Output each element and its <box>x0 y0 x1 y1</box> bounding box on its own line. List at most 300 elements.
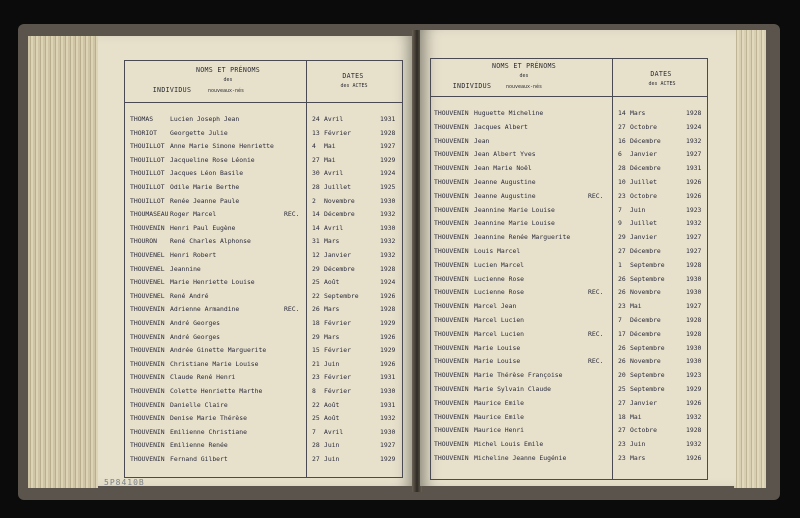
register-entry <box>98 275 414 288</box>
entry-given-names: Marie Thérèse Françoise <box>474 371 563 380</box>
register-entry <box>420 299 736 312</box>
entry-day: 26 <box>618 274 626 283</box>
entry-surname: THOUVENIN <box>434 316 469 324</box>
entry-day: 25 <box>312 414 320 423</box>
entry-surname: THOUVENIN <box>434 343 469 352</box>
entry-surname: THORIOT <box>130 128 157 137</box>
entry-month: Juin <box>324 359 340 368</box>
register-entry <box>98 316 414 329</box>
entry-year: 1929 <box>380 455 396 463</box>
entry-surname: THOUVENIN <box>434 233 469 242</box>
entry-given-names: Jeannine Marie Louise <box>474 205 555 214</box>
entry-given-names: Maurice Emile <box>474 412 525 421</box>
entry-day: 6 <box>618 150 622 159</box>
register-entry <box>420 175 736 188</box>
entry-day: 27 <box>618 398 626 407</box>
register-entry <box>420 244 736 257</box>
entry-month: Décembre <box>324 210 355 219</box>
entry-given-names: Andrée Ginette Marguerite <box>170 346 267 355</box>
entry-surname: THOUVENIN <box>130 332 165 341</box>
header-individus: INDIVIDUS <box>152 86 192 94</box>
entry-month: Juin <box>324 455 340 463</box>
entry-day: 14 <box>312 223 320 232</box>
entry-day: 14 <box>312 210 320 219</box>
register-entry <box>420 161 736 174</box>
page-edges-left <box>28 36 98 488</box>
register-entry <box>420 423 736 436</box>
register-entry <box>420 410 736 423</box>
entry-month: Septembre <box>630 385 665 393</box>
register-entry <box>98 398 414 411</box>
register-entry <box>420 354 736 367</box>
entry-year: 1931 <box>380 400 396 409</box>
right-page <box>420 30 736 486</box>
register-entry <box>420 451 736 464</box>
entry-given-names: Jeanne Augustine <box>474 191 536 200</box>
entry-day: 31 <box>312 237 320 246</box>
register-entry <box>420 341 736 354</box>
entry-surname: THOMAS <box>130 115 154 123</box>
register-entry <box>98 302 414 315</box>
entry-month: Janvier <box>324 251 351 259</box>
entry-surname: THOUVENIN <box>434 274 469 283</box>
entry-month: Janvier <box>630 150 657 159</box>
entry-year: 1932 <box>380 414 396 423</box>
entry-surname: THOUVENEL <box>130 251 165 259</box>
entry-surname: THOUILLOT <box>130 196 165 205</box>
entry-month: Août <box>324 400 340 409</box>
entry-surname: THOUVENIN <box>434 440 469 449</box>
entry-given-names: Jeanne Augustine <box>474 178 536 186</box>
entry-day: 20 <box>618 371 626 380</box>
entry-given-names: Jeannine Renée Marguerite <box>474 233 571 242</box>
entry-surname: THOUVENIN <box>130 346 165 355</box>
entry-given-names: Georgette Julie <box>170 128 228 137</box>
register-entry <box>420 189 736 202</box>
entry-month: Mars <box>630 454 646 462</box>
entry-surname: THOUVENIN <box>434 164 469 173</box>
entry-day: 26 <box>618 343 626 352</box>
entry-surname: THOUVENIN <box>434 288 469 297</box>
header-des: des <box>519 73 529 79</box>
register-entry <box>98 438 414 451</box>
entry-given-names: Danielle Claire <box>170 400 228 409</box>
entry-surname: THOUVENIN <box>130 400 165 409</box>
register-entry <box>98 370 414 383</box>
entry-year: 1932 <box>686 136 702 145</box>
entry-given-names: Lucien Joseph Jean <box>170 115 240 123</box>
entry-surname: THOUILLOT <box>130 169 165 178</box>
entry-day: 26 <box>618 357 626 366</box>
entry-month: Octobre <box>630 191 657 200</box>
entry-surname: THOUVENIN <box>434 371 469 380</box>
entry-year: 1930 <box>380 223 396 232</box>
entry-year: 1927 <box>686 247 702 255</box>
entry-month: Février <box>324 128 351 137</box>
entry-surname: THOUVENIN <box>434 398 469 407</box>
entry-given-names: Claude René Henri <box>170 373 236 382</box>
register-entry <box>420 368 736 381</box>
entry-given-names: Emilienne Christiane <box>170 427 247 436</box>
entry-given-names: Jean Albert Yves <box>474 150 536 159</box>
entry-month: Février <box>324 346 351 355</box>
entry-year: 1932 <box>686 219 702 228</box>
entry-year: 1928 <box>686 316 702 324</box>
entry-surname: THOUILLOT <box>130 142 165 151</box>
entry-year: 1930 <box>686 343 702 352</box>
entry-month: Juin <box>324 441 340 450</box>
entry-given-names: Jacqueline Rose Léonie <box>170 155 255 164</box>
header-des-actes: des ACTES <box>648 81 676 87</box>
entry-given-names: Lucien Marcel <box>474 260 525 269</box>
entry-surname: THOUVENIN <box>434 260 469 269</box>
register-entry <box>420 216 736 229</box>
entry-year: 1929 <box>380 346 396 355</box>
entry-day: 23 <box>312 373 320 382</box>
entry-surname: THOUVENIN <box>130 319 165 327</box>
entry-year: 1929 <box>686 385 702 393</box>
entry-year: 1928 <box>380 264 396 273</box>
entry-day: 24 <box>312 115 320 123</box>
register-entry <box>420 203 736 216</box>
entry-month: Juillet <box>630 178 657 186</box>
entry-month: Avril <box>324 223 344 232</box>
register-entry <box>98 126 414 139</box>
entry-year: 1932 <box>686 440 702 449</box>
entry-month: Juillet <box>630 219 657 228</box>
entry-month: Février <box>324 387 351 395</box>
entry-given-names: Henri Robert <box>170 251 217 259</box>
entry-month: Décembre <box>630 164 661 173</box>
entry-year: 1931 <box>686 164 702 173</box>
entry-day: 29 <box>312 264 320 273</box>
entry-month: Décembre <box>630 247 661 255</box>
left-page <box>98 36 414 486</box>
header-des-actes: des ACTES <box>340 83 368 89</box>
entry-note: REC. <box>284 210 300 219</box>
entry-given-names: Roger Marcel <box>170 210 217 219</box>
entry-given-names: Emilienne Renée <box>170 441 228 450</box>
entry-surname: THOUVENIN <box>434 247 469 255</box>
entry-surname: THOUVENIN <box>434 454 469 462</box>
entry-day: 22 <box>312 400 320 409</box>
entry-surname: THOUVENIN <box>434 136 469 145</box>
entry-surname: THOUVENIN <box>130 223 165 232</box>
register-entry <box>98 139 414 152</box>
register-entry <box>420 327 736 340</box>
register-entry <box>98 207 414 220</box>
entry-surname: THOUVENIN <box>434 109 469 117</box>
entry-given-names: Micheline Jeanne Eugénie <box>474 454 567 462</box>
entry-day: 26 <box>618 288 626 297</box>
entry-given-names: André Georges <box>170 332 221 341</box>
entry-month: Novembre <box>630 288 661 297</box>
entry-surname: THOUVENIN <box>434 357 469 366</box>
entry-month: Septembre <box>630 274 665 283</box>
entry-year: 1931 <box>380 373 396 382</box>
entry-year: 1927 <box>686 150 702 159</box>
entry-surname: THOUILLOT <box>130 155 165 164</box>
entry-surname: THOUVENIN <box>130 414 165 423</box>
serial-number: 5P8410B <box>104 478 145 487</box>
entry-year: 1924 <box>380 278 396 287</box>
entry-day: 27 <box>618 122 626 131</box>
entry-note: REC. <box>588 357 604 366</box>
entry-year: 1927 <box>380 441 396 450</box>
header-rule <box>124 102 402 103</box>
entry-surname: THOUMASEAU <box>130 210 169 219</box>
register-entry <box>98 452 414 465</box>
entry-given-names: Fernand Gilbert <box>170 455 228 463</box>
entry-given-names: Lucienne Rose <box>474 274 525 283</box>
entry-surname: THOUVENEL <box>130 264 165 273</box>
register-entry <box>98 384 414 397</box>
entry-month: Décembre <box>324 264 355 273</box>
entry-day: 23 <box>618 191 626 200</box>
entry-year: 1928 <box>686 260 702 269</box>
entry-given-names: Jeannine <box>170 264 201 273</box>
entry-day: 13 <box>312 128 320 137</box>
entry-day: 25 <box>618 385 626 393</box>
entry-day: 7 <box>618 316 622 324</box>
entry-day: 26 <box>312 305 320 314</box>
register-entry <box>420 313 736 326</box>
entry-surname: THOUVENIN <box>434 150 469 159</box>
register-entry <box>98 343 414 356</box>
entry-year: 1927 <box>380 142 396 151</box>
entry-day: 25 <box>312 278 320 287</box>
entry-surname: THOUVENIN <box>434 412 469 421</box>
entry-given-names: René André <box>170 291 209 300</box>
register-entry <box>98 234 414 247</box>
entry-year: 1928 <box>686 329 702 338</box>
register-entry <box>98 248 414 261</box>
entry-surname: THOUVENIN <box>434 329 469 338</box>
entry-day: 8 <box>312 387 316 395</box>
entry-day: 22 <box>312 291 320 300</box>
register-entry <box>420 437 736 450</box>
entry-day: 7 <box>618 205 622 214</box>
entry-month: Mars <box>324 237 340 246</box>
entry-surname: THOUVENIN <box>130 305 165 314</box>
entry-year: 1928 <box>380 305 396 314</box>
entry-year: 1924 <box>686 122 702 131</box>
entry-day: 18 <box>618 412 626 421</box>
entry-day: 1 <box>618 260 622 269</box>
entry-day: 23 <box>618 454 626 462</box>
entry-day: 18 <box>312 319 320 327</box>
register-entry <box>98 425 414 438</box>
entry-given-names: Marie Henriette Louise <box>170 278 255 287</box>
entry-given-names: Denise Marie Thérèse <box>170 414 247 423</box>
entry-month: Septembre <box>630 343 665 352</box>
entry-given-names: Jean <box>474 136 490 145</box>
entry-surname: THOUVENIN <box>130 427 165 436</box>
entry-given-names: Colette Henriette Marthe <box>170 387 263 395</box>
entry-given-names: Jeannine Marie Louise <box>474 219 555 228</box>
entry-given-names: André Georges <box>170 319 221 327</box>
entry-month: Septembre <box>324 291 359 300</box>
entry-year: 1926 <box>380 291 396 300</box>
entry-year: 1930 <box>686 288 702 297</box>
entry-day: 28 <box>312 441 320 450</box>
entry-given-names: Adrienne Armandine <box>170 305 240 314</box>
entry-year: 1932 <box>686 412 702 421</box>
register-entry <box>420 396 736 409</box>
entry-month: Janvier <box>630 233 657 242</box>
entry-note: REC. <box>588 288 604 297</box>
entry-surname: THOUVENIN <box>434 302 469 311</box>
entry-given-names: Marie Louise <box>474 357 521 366</box>
entry-month: Décembre <box>630 329 661 338</box>
entry-given-names: Marie Sylvain Claude <box>474 385 551 393</box>
entry-surname: THOUVENIN <box>434 178 469 186</box>
entry-note: REC. <box>588 329 604 338</box>
register-entry <box>98 180 414 193</box>
page-edges-right <box>734 30 766 488</box>
entry-surname: THOUVENIN <box>434 385 469 393</box>
register-entry <box>420 272 736 285</box>
entry-day: 7 <box>312 427 316 436</box>
entry-year: 1932 <box>380 210 396 219</box>
entry-day: 14 <box>618 109 626 117</box>
entry-day: 28 <box>312 183 320 191</box>
header-individus: INDIVIDUS <box>452 82 492 90</box>
entry-year: 1930 <box>686 274 702 283</box>
entry-year: 1930 <box>686 357 702 366</box>
entry-year: 1928 <box>380 128 396 137</box>
header-nouveaux-nes: nouveaux-nés <box>207 88 245 94</box>
entry-day: 27 <box>618 247 626 255</box>
entry-surname: THOUVENIN <box>130 455 165 463</box>
entry-day: 12 <box>312 251 320 259</box>
entry-given-names: Odile Marie Berthe <box>170 183 240 191</box>
entry-month: Février <box>324 319 351 327</box>
entry-given-names: Jacques Albert <box>474 122 528 131</box>
entry-given-names: Maurice Henri <box>474 426 525 435</box>
entry-year: 1926 <box>686 178 702 186</box>
register-entry <box>420 258 736 271</box>
register-entry <box>420 382 736 395</box>
entry-month: Mai <box>630 302 642 311</box>
entry-day: 23 <box>618 302 626 311</box>
header-des: des <box>223 77 233 83</box>
entry-month: Juillet <box>324 183 351 191</box>
entry-day: 27 <box>618 426 626 435</box>
entry-month: Mai <box>324 155 336 164</box>
entry-year: 1925 <box>380 183 396 191</box>
entry-given-names: Christiane Marie Louise <box>170 359 259 368</box>
entry-given-names: Renée Jeanne Paule <box>170 196 240 205</box>
entry-day: 27 <box>312 455 320 463</box>
entry-given-names: Michel Louis Emile <box>474 440 544 449</box>
entry-surname: THOUVENIN <box>130 359 165 368</box>
entry-given-names: Jacques Léon Basile <box>170 169 244 178</box>
register-entry <box>420 230 736 243</box>
entry-month: Février <box>324 373 351 382</box>
entry-month: Septembre <box>630 260 665 269</box>
entry-year: 1928 <box>686 109 702 117</box>
entry-month: Mai <box>630 412 642 421</box>
entry-month: Novembre <box>324 196 355 205</box>
entry-given-names: Huguette Micheline <box>474 109 544 117</box>
entry-month: Décembre <box>630 136 661 145</box>
entry-surname: THOUVENEL <box>130 291 165 300</box>
entry-month: Juin <box>630 205 646 214</box>
entry-given-names: Marcel Lucien <box>474 329 525 338</box>
entry-year: 1926 <box>686 454 702 462</box>
entry-surname: THOUVENIN <box>434 122 469 131</box>
entry-given-names: Anne Marie Simone Henriette <box>170 142 274 151</box>
header-dates: DATES <box>650 70 672 78</box>
entry-day: 10 <box>618 178 626 186</box>
register-entry <box>420 147 736 160</box>
entry-year: 1924 <box>380 169 396 178</box>
entry-day: 28 <box>618 164 626 173</box>
header-rule <box>430 96 707 97</box>
header-noms: NOMS ET PRÉNOMS <box>195 66 261 74</box>
entry-surname: THOUVENIN <box>130 441 165 450</box>
entry-day: 16 <box>618 136 626 145</box>
entry-surname: THOUVENIN <box>434 205 469 214</box>
entry-year: 1929 <box>380 319 396 327</box>
entry-given-names: René Charles Alphonse <box>170 237 251 246</box>
header-dates: DATES <box>342 72 364 80</box>
entry-month: Novembre <box>630 357 661 366</box>
entry-day: 21 <box>312 359 320 368</box>
entry-surname: THOUVENIN <box>434 219 469 228</box>
entry-year: 1926 <box>686 191 702 200</box>
entry-year: 1928 <box>686 426 702 435</box>
entry-year: 1932 <box>380 237 396 246</box>
register-entry <box>98 112 414 125</box>
entry-year: 1930 <box>380 427 396 436</box>
entry-given-names: Marie Louise <box>474 343 521 352</box>
entry-given-names: Lucienne Rose <box>474 288 525 297</box>
entry-day: 29 <box>618 233 626 242</box>
register-entry <box>420 285 736 298</box>
entry-month: Avril <box>324 169 344 178</box>
register-entry <box>98 194 414 207</box>
entry-day: 27 <box>312 155 320 164</box>
entry-day: 15 <box>312 346 320 355</box>
entry-month: Juin <box>630 440 646 449</box>
entry-year: 1923 <box>686 371 702 380</box>
entry-surname: THOURON <box>130 237 157 246</box>
entry-given-names: Maurice Emile <box>474 398 525 407</box>
register-entry <box>420 120 736 133</box>
entry-surname: THOUVENIN <box>130 373 165 382</box>
entry-year: 1929 <box>380 155 396 164</box>
entry-day: 30 <box>312 169 320 178</box>
entry-year: 1931 <box>380 115 396 123</box>
entry-year: 1927 <box>686 233 702 242</box>
entry-year: 1930 <box>380 387 396 395</box>
entry-year: 1932 <box>380 251 396 259</box>
entry-surname: THOUVENIN <box>434 191 469 200</box>
entry-year: 1926 <box>380 359 396 368</box>
register-entry <box>98 166 414 179</box>
entry-given-names: Marcel Lucien <box>474 316 525 324</box>
register-entry <box>420 106 736 119</box>
entry-day: 23 <box>618 440 626 449</box>
entry-given-names: Louis Marcel <box>474 247 521 255</box>
entry-note: REC. <box>284 305 300 314</box>
entry-given-names: Jean Marie Noël <box>474 164 532 173</box>
entry-month: Octobre <box>630 122 657 131</box>
entry-month: Octobre <box>630 426 657 435</box>
entry-month: Mars <box>324 305 340 314</box>
